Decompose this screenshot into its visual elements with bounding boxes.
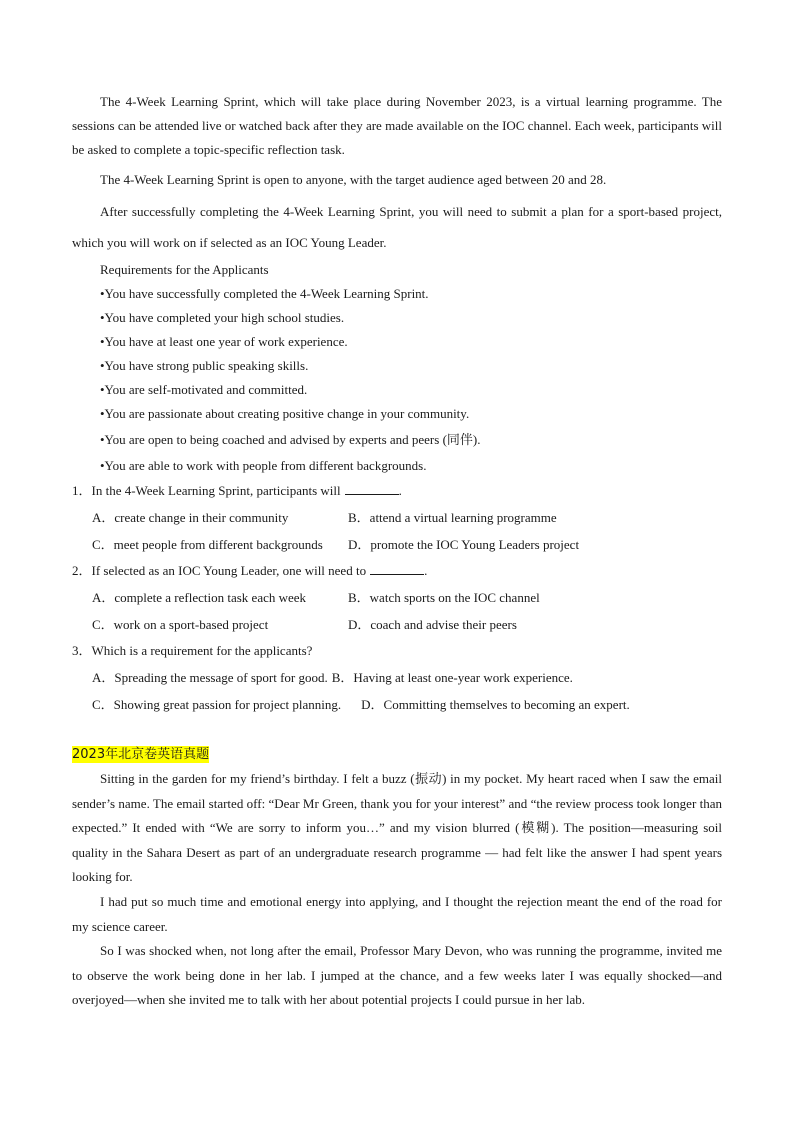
requirements-title: Requirements for the Applicants	[100, 262, 269, 277]
question-text: 2．If selected as an IOC Young Leader, one will need to	[72, 563, 367, 578]
option-b: B．watch sports on the IOC channel	[348, 590, 540, 605]
passage-paragraph-2: The 4-Week Learning Sprint is open to anyone, with the target audience aged between 20 and 28.	[100, 172, 607, 187]
story-paragraph-3: So I was shocked when, not long after the email, Professor Mary Devon, who was running the programme, invited me to observe the work being done in her lab. I jumped at the chance, and a few weeks later I was equally shocked—and overjoyed—when she invited me to talk with her about potential projects I could pursue in her lab.	[72, 943, 722, 1008]
question-end: .	[424, 563, 428, 578]
answer-blank	[345, 482, 399, 495]
option-a: A．Spreading the message of sport for good.	[92, 670, 328, 685]
question-stem	[72, 638, 722, 664]
option-c: C．Showing great passion for project planning.	[92, 697, 342, 712]
question-1	[72, 478, 722, 558]
option-d: D．promote the IOC Young Leaders project	[348, 537, 580, 552]
option-c: C．work on a sport-based project	[92, 617, 269, 632]
passage-paragraph-1: The 4-Week Learning Sprint, which will take place during November 2023, is a virtual learning programme. The sessions can be attended live or watched back after they are made available on the IOC channel. Each week, participants will be asked to complete a topic-specific reflection task.	[72, 94, 722, 157]
requirement-item: •You are passionate about creating positive change in your community.	[100, 406, 470, 421]
requirement-item: •You have strong public speaking skills.	[100, 358, 309, 373]
options-row	[72, 584, 722, 611]
option-b: B．Having at least one-year work experience.	[331, 670, 573, 685]
options-row	[72, 504, 722, 531]
options-row	[72, 611, 722, 638]
requirement-item: •You have completed your high school studies.	[100, 310, 345, 325]
question-2	[72, 558, 722, 638]
option-c: C．meet people from different backgrounds	[92, 537, 323, 552]
requirement-item: •You have successfully completed the 4-Week Learning Sprint.	[100, 286, 429, 301]
option-d: D．coach and advise their peers	[348, 617, 517, 632]
story-paragraph-2: I had put so much time and emotional energy into applying, and I thought the rejection meant the end of the road for my science career.	[72, 893, 722, 934]
requirement-item: •You are self-motivated and committed.	[100, 382, 308, 397]
document-page	[72, 90, 722, 1013]
requirement-item: •You are able to work with people from different backgrounds.	[100, 458, 427, 473]
option-d: D．Committing themselves to becoming an expert.	[361, 697, 630, 712]
question-stem	[72, 558, 722, 584]
highlighted-heading: 2023年北京卷英语真题	[72, 747, 210, 762]
requirement-item: •You are open to being coached and advised by experts and peers (同伴).	[100, 432, 481, 447]
answer-blank	[370, 562, 424, 575]
passage-paragraph-3: After successfully completing the 4-Week Learning Sprint, you will need to submit a plan for a sport-based project, which you will work on if selected as an IOC Young Leader.	[72, 204, 722, 250]
section-heading	[72, 742, 722, 767]
story-paragraph-1: Sitting in the garden for my friend’s birthday. I felt a buzz (振动) in my pocket. My heart raced when I saw the email sender’s name. The email started off: “Dear Mr Green, thank you for your interest” and “the review process took longer than expected.” It ended with “We are sorry to inform you…” and my vision blurred (模糊). The position—measuring soil quality in the Sahara Desert as part of an undergraduate research programme — had felt like the answer I had spent years looking for.	[72, 771, 722, 885]
question-end: .	[398, 483, 402, 498]
option-b: B．attend a virtual learning programme	[348, 510, 557, 525]
options-row	[72, 691, 722, 718]
question-text: 3．Which is a requirement for the applicants?	[72, 643, 313, 658]
options-row	[72, 664, 722, 691]
question-stem	[72, 478, 722, 504]
options-row	[72, 531, 722, 558]
question-text: 1．In the 4-Week Learning Sprint, participants will	[72, 483, 341, 498]
question-3	[72, 638, 722, 718]
option-a: A．complete a reflection task each week	[92, 590, 307, 605]
option-a: A．create change in their community	[92, 510, 289, 525]
requirement-item: •You have at least one year of work experience.	[100, 334, 348, 349]
